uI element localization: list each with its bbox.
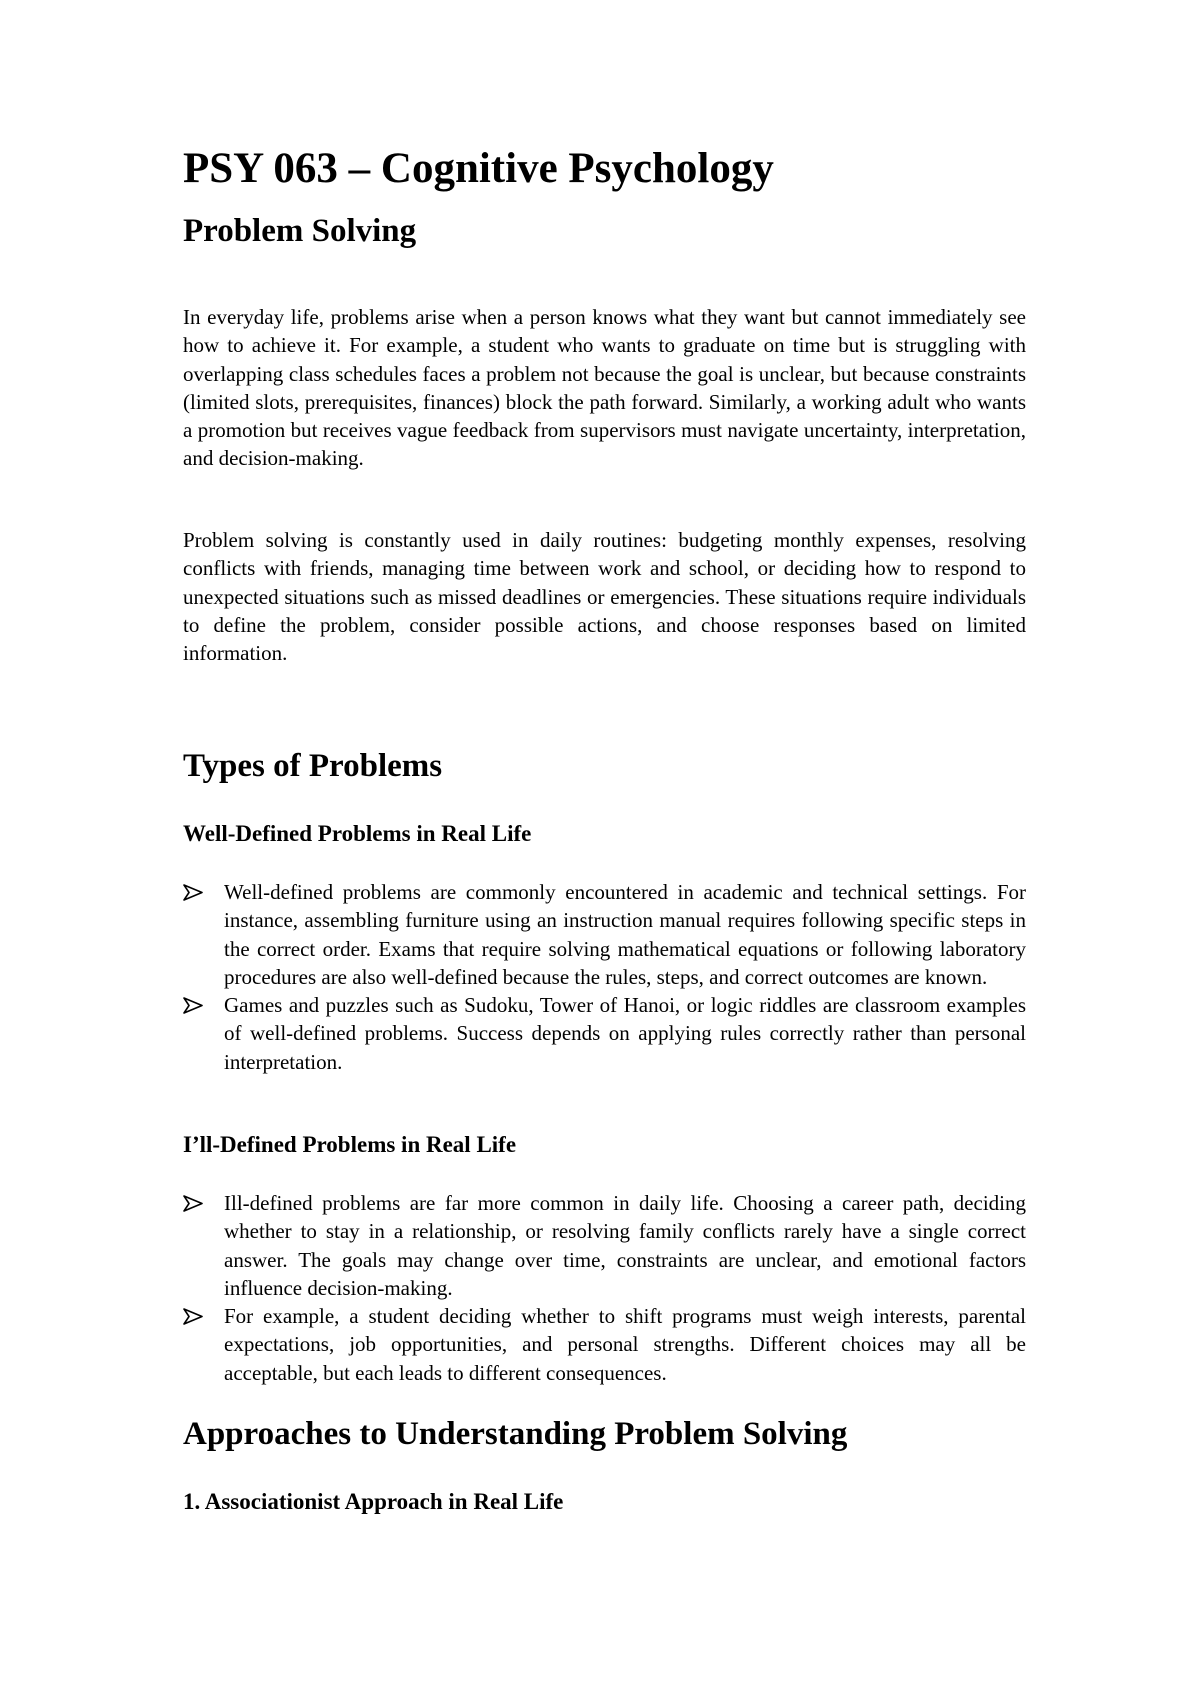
list-item (183, 991, 1026, 1076)
list-item-text: For example, a student deciding whether to shift programs must weigh interests, parental expectations, job opportunities, and personal strengths. Different choices may all be acceptable, but each leads to different consequences. (224, 1304, 1026, 1385)
list-item-text: Ill-defined problems are far more common in daily life. Choosing a career path, deciding whether to stay in a relationship, or resolving family conflicts rarely have a single correct answer. The goals may change over time, constraints are unclear, and emotional factors influence decision-making. (224, 1191, 1026, 1300)
section-heading-approaches: Approaches to Understanding Problem Solving (183, 1416, 848, 1452)
list-item-text: Games and puzzles such as Sudoku, Tower of Hanoi, or logic riddles are classroom examples of well-defined problems. Success depends on applying rules correctly rather than personal interpretation. (224, 993, 1026, 1074)
arrowhead-bullet-icon (183, 884, 203, 901)
arrowhead-bullet-icon (183, 1195, 203, 1212)
section-heading-problem-solving: Problem Solving (183, 213, 417, 249)
arrowhead-bullet-icon (183, 1308, 203, 1325)
list-item (183, 878, 1026, 991)
document-title: PSY 063 – Cognitive Psychology (183, 145, 774, 192)
list-item (183, 1189, 1026, 1302)
subheading-associationist-approach: 1. Associationist Approach in Real Life (183, 1489, 564, 1514)
well-defined-bullet-list (183, 878, 1026, 1076)
list-item-text: Well-defined problems are commonly encountered in academic and technical settings. For instance, assembling furniture using an instruction manual requires following specific steps in the correct order. Exams that require solving mathematical equations or following laboratory procedures are also well-defined because the rules, steps, and correct outcomes are known. (224, 880, 1026, 989)
arrowhead-bullet-icon (183, 997, 203, 1014)
section-heading-types-of-problems: Types of Problems (183, 748, 443, 784)
list-item (183, 1302, 1026, 1387)
ill-defined-bullet-list (183, 1189, 1026, 1387)
subheading-ill-defined: I’ll-Defined Problems in Real Life (183, 1132, 517, 1157)
paragraph-daily-routines: Problem solving is constantly used in daily routines: budgeting monthly expenses, resolving conflicts with friends, managing time between work and school, or deciding how to respond to unexpected situations such as missed deadlines or emergencies. These situations require individuals to define the problem, consider possible actions, and choose responses based on limited information. (183, 528, 1026, 666)
subheading-well-defined: Well-Defined Problems in Real Life (183, 821, 532, 846)
paragraph-everyday-problems: In everyday life, problems arise when a person knows what they want but cannot immediately see how to achieve it. For example, a student who wants to graduate on time but is struggling with overlapping class schedules faces a problem not because the goal is unclear, but because constraints (limited slots, prerequisites, finances) block the path forward. Similarly, a working adult who wants a promotion but receives vague feedback from supervisors must navigate uncertainty, interpretation, and decision-making. (183, 305, 1026, 471)
